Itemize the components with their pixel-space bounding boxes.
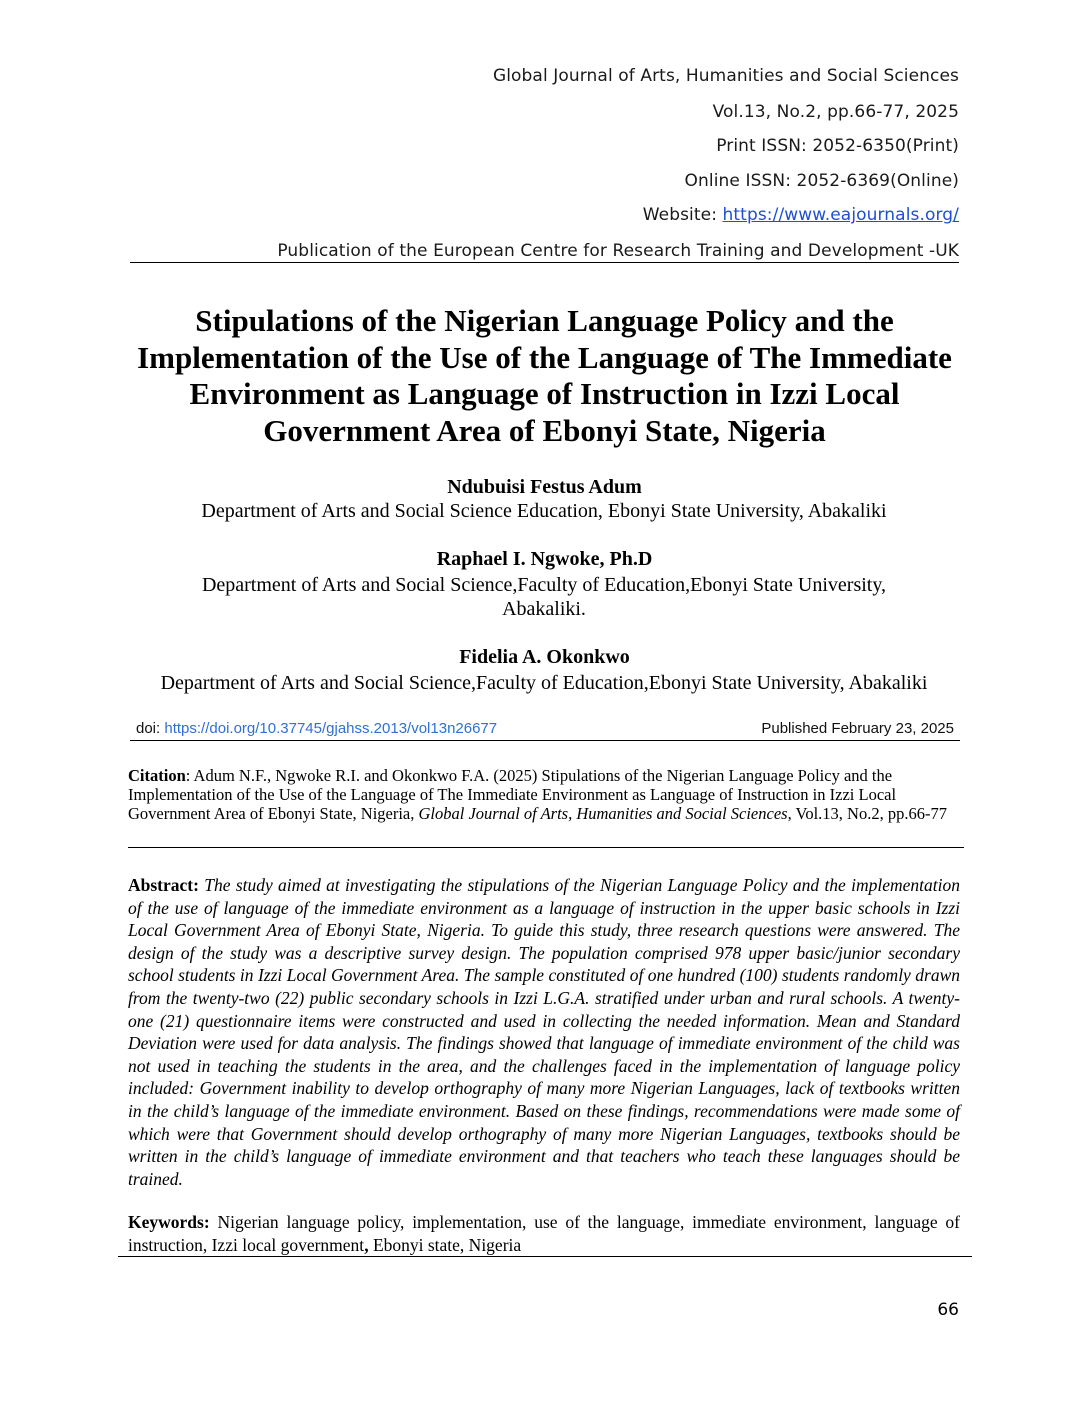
citation-text: : Adum N.F., Ngwoke R.I. and Okonkwo F.A. (2025) Stipulations of the Nigerian Language Policy and the Implementation of the Use of the Language of The Immediate Environment as Language of Instruction in Izzi Local Government Area of Ebonyi State, Nigeria, [128, 766, 897, 823]
paper-title: Stipulations of the Nigerian Language Policy and the Implementation of the Use of the Language of The Immediate Environment as Language of Instruction in Izzi Local Government Area of Ebonyi State, Nigeria [137, 303, 952, 448]
doi-link[interactable]: https://doi.org/10.37745/gjahss.2013/vol13n26677 [164, 720, 498, 737]
published-date: Published February 23, 2025 [761, 720, 954, 737]
keywords-label: Keywords: [128, 1212, 210, 1232]
author-affiliation-3: Department of Arts and Social Science,Faculty of Education,Ebonyi State University, Abakaliki [160, 672, 928, 694]
abstract-label: Abstract: [128, 875, 199, 895]
keywords-text-end: Ebonyi state, Nigeria [368, 1234, 522, 1255]
online-issn: Online ISSN: 2052-6369(Online) [684, 171, 959, 191]
author-affiliation-1: Department of Arts and Social Science Education, Ebonyi State University, Abakaliki [201, 500, 887, 522]
doi-divider [130, 740, 960, 741]
author-name-3: Fidelia A. Okonkwo [459, 646, 630, 668]
page-number: 66 [937, 1300, 959, 1320]
abstract [128, 874, 960, 1190]
keywords-comma: , [364, 1234, 369, 1255]
website-label: Website: [642, 205, 723, 225]
website-link[interactable]: https://www.eajournals.org/ [722, 205, 959, 225]
author-name-2: Raphael I. Ngwoke, Ph.D [436, 548, 653, 570]
citation-tail: , Vol.13, No.2, pp.66-77 [787, 804, 947, 823]
keywords-text: Nigerian language policy, implementation, use of the language, immediate environment, language of instruction, Izzi local government [128, 1212, 960, 1255]
abstract-text: The study aimed at investigating the stipulations of the Nigerian Language Policy and the implementation of the use of language of the immediate environment as a language of instruction in the upper basic schools in Izzi Local Government Area of Ebonyi State, Nigeria. To guide this study, three research questions were answered. The design of the study was a descriptive survey design. The population comprised 978 upper basic/junior secondary school students in Izzi Local Government Area. The sample constituted of one hundred (100) students randomly drawn from the twenty-two (22) public secondary schools in Izzi L.G.A. stratified under urban and rural schools. A twenty-one (21) questionnaire items were constructed and used in collecting the needed information. Mean and Standard Deviation were used for data analysis. The findings showed that language of immediate environment of the child was not used in teaching the students in the area, and the challenges faced in the implementation of language policy included: Government inability to develop orthography of many more Nigerian Languages, lack of textbooks written in the child’s language of the immediate environment. Based on these findings, recommendations were made some of which were that Government should develop orthography of many more Nigerian Languages, textbooks should be written in the child’s language of immediate environment and that teachers who teach these languages should be trained. [128, 875, 960, 1189]
author-affiliation-2: Department of Arts and Social Science,Faculty of Education,Ebonyi State University, Abakaliki. [201, 574, 887, 620]
doi [136, 720, 497, 737]
website-line [643, 205, 959, 225]
keywords [128, 1211, 960, 1256]
header-divider [130, 262, 959, 263]
print-issn: Print ISSN: 2052-6350(Print) [716, 136, 959, 156]
citation-journal: Global Journal of Arts, Humanities and Social Sciences [418, 804, 788, 823]
doi-label: doi: [136, 720, 165, 737]
author-name-1: Ndubuisi Festus Adum [447, 476, 642, 498]
citation-divider [128, 847, 964, 848]
journal-volume: Vol.13, No.2, pp.66-77, 2025 [712, 102, 959, 122]
keywords-divider [118, 1256, 972, 1257]
doi-row [130, 720, 960, 740]
journal-name: Global Journal of Arts, Humanities and Social Sciences [492, 66, 959, 86]
publisher-line: Publication of the European Centre for Research Training and Development -UK [277, 241, 959, 261]
citation [128, 766, 960, 823]
citation-label: Citation [128, 766, 186, 785]
